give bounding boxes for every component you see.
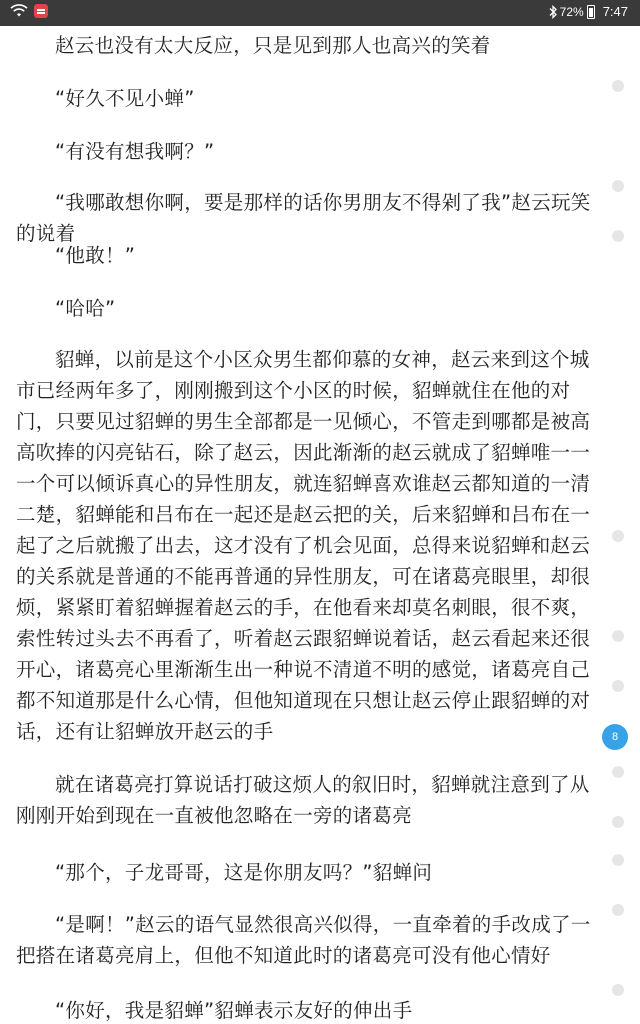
- battery-percent: 72%: [559, 4, 584, 19]
- scroll-dot[interactable]: [612, 530, 624, 542]
- scroll-dot[interactable]: [612, 904, 624, 916]
- scroll-dot[interactable]: [612, 630, 624, 642]
- wifi-icon: [10, 4, 28, 18]
- paragraph: “是啊！”赵云的语气显然很高兴似得，一直牵着的手改成了一把搭在诸葛亮肩上，但他不知道此时的诸葛亮可没有他心情好: [16, 913, 591, 967]
- scroll-dot[interactable]: [612, 984, 624, 996]
- paragraph: “那个，子龙哥哥，这是你朋友吗？”貂蝉问: [55, 861, 433, 884]
- status-right: [548, 4, 628, 19]
- clock: 7:47: [602, 4, 628, 19]
- scroll-dot[interactable]: [612, 80, 624, 92]
- battery-icon: [587, 5, 595, 19]
- scroll-dot[interactable]: [612, 180, 624, 192]
- paragraph: “你好，我是貂蝉”貂蝉表示友好的伸出手: [55, 999, 413, 1022]
- bluetooth-icon: [548, 5, 558, 19]
- paragraph: “有没有想我啊？”: [55, 140, 215, 163]
- scroll-dot[interactable]: [612, 854, 624, 866]
- paragraph: “好久不见小蝉”: [55, 87, 195, 110]
- current-page-badge[interactable]: 8: [602, 724, 628, 750]
- status-left: [10, 4, 48, 18]
- paragraph: “我哪敢想你啊，要是那样的话你男朋友不得剁了我”赵云玩笑的说着: [16, 191, 591, 245]
- scroll-dot[interactable]: [612, 816, 624, 828]
- page-scroll-indicator[interactable]: [600, 26, 640, 1024]
- paragraph: 貂蝉，以前是这个小区众男生都仰慕的女神，赵云来到这个城市已经两年多了，刚刚搬到这个小区的时候，貂蝉就住在他的对门，只要见过貂蝉的男生全部都是一见倾心，不管走到哪都是被高高吹捧的闪亮钻石，除了赵云，因此渐渐的赵云就成了貂蝉唯一一一个可以倾诉真心的异性朋友，就连貂蝉喜欢谁赵云都知道的一清二楚，貂蝉能和吕布在一起还是赵云把的关，后来貂蝉和吕布在一起了之后就搬了出去，这才没有了机会见面，总得来说貂蝉和赵云的关系就是普通的不能再普通的异性朋友，可在诸葛亮眼里，却很烦，紧紧盯着貂蝉握着赵云的手，在他看来却莫名刺眼，很不爽，索性转过头去不再看了，听着赵云跟貂蝉说着话，赵云看起来还很开心，诸葛亮心里渐渐生出一种说不清道不明的感觉，诸葛亮自己都不知道那是什么心情，但他知道现在只想让赵云停止跟貂蝉的对话，还有让貂蝉放开赵云的手: [16, 348, 591, 743]
- scroll-dot[interactable]: [612, 766, 624, 778]
- status-bar: [0, 0, 640, 26]
- scroll-dot[interactable]: [612, 680, 624, 692]
- paragraph: “哈哈”: [55, 297, 116, 320]
- notification-app-icon: [34, 4, 48, 18]
- paragraph: “他敢！”: [55, 244, 136, 267]
- paragraph: 就在诸葛亮打算说话打破这烦人的叙旧时，貂蝉就注意到了从刚刚开始到现在一直被他忽略在一旁的诸葛亮: [16, 773, 590, 827]
- paragraph: 赵云也没有太大反应，只是见到那人也高兴的笑着: [55, 34, 491, 57]
- scroll-dot[interactable]: [612, 230, 624, 242]
